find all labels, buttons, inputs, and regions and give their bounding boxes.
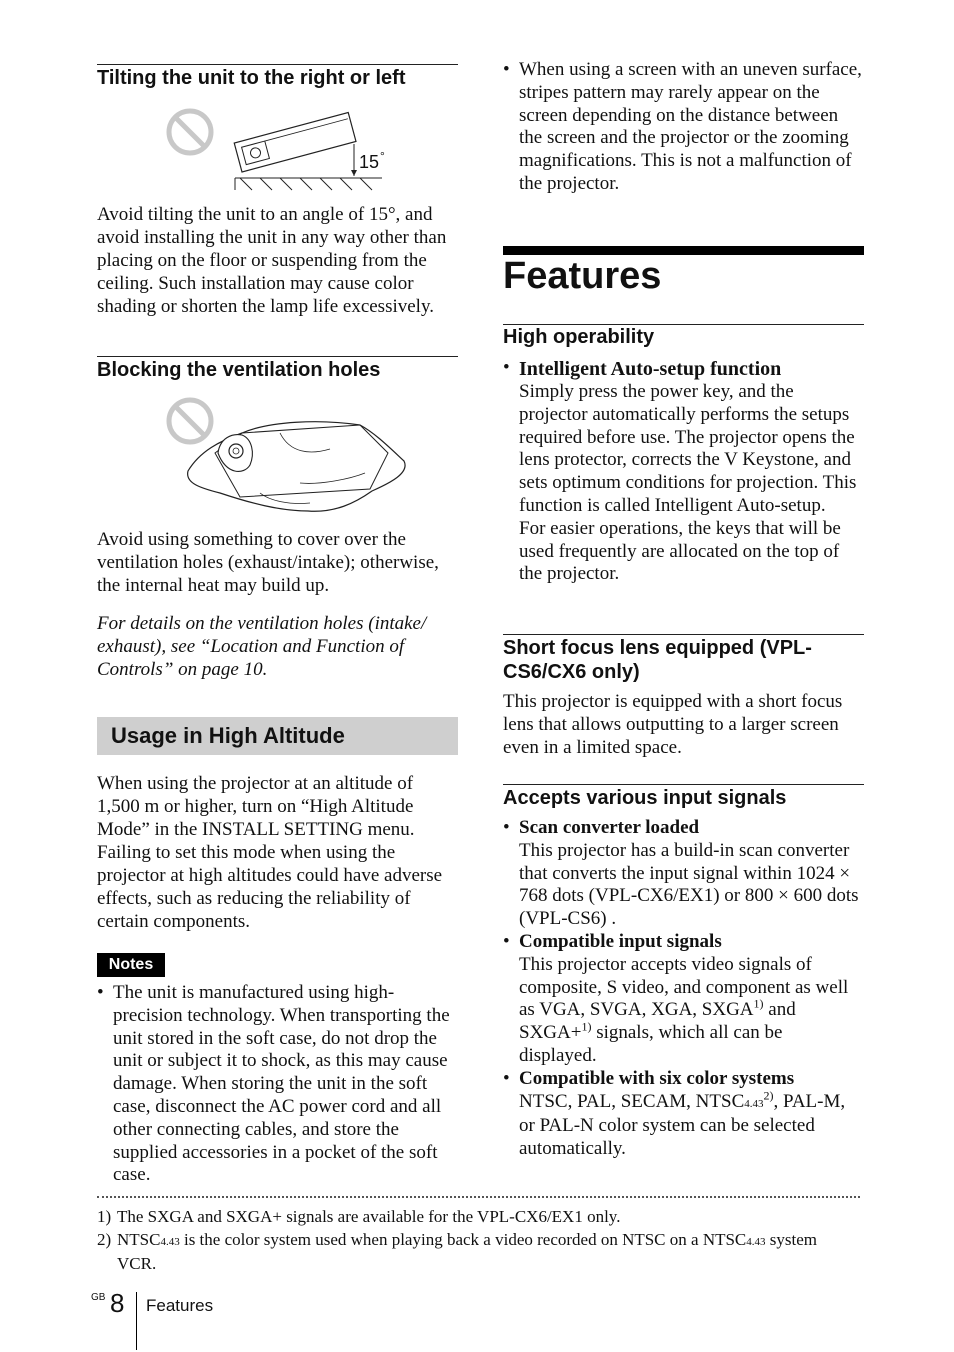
auto-setup-body: Simply press the power key, and the projector automatically performs the setups required before use. The projector opens the lens protector, corrects the V Keystone, and sets optimum conditions for projection. This function is called Intelligent Auto-setup.	[519, 381, 857, 516]
angle-label: 15	[359, 152, 380, 172]
ventilation-reference: For details on the ventilation holes (intake/ exhaust), see “Location and Function of Controls” on page 10.	[97, 613, 427, 680]
blocking-rule	[97, 356, 458, 357]
blocking-body: Avoid using something to cover over the ventilation holes (exhaust/intake); otherwise, the internal heat may build up.	[97, 529, 439, 596]
page-number: 8	[110, 1288, 125, 1318]
footer-section-label: Features	[146, 1296, 214, 1315]
altitude-heading-box	[97, 717, 458, 755]
compatible-signals-item	[503, 931, 864, 1068]
footnote-2: 2) NTSC4.43 is the color system used when playing back a video recorded on NTSC on a NTSC4.43 system VCR.	[97, 1230, 818, 1273]
short-focus-rule	[503, 634, 864, 635]
region-label: GB	[91, 1292, 106, 1303]
notes-list	[97, 982, 458, 1187]
uneven-screen-note	[503, 59, 864, 196]
color-systems-item	[503, 1068, 864, 1161]
input-signals-rule	[503, 784, 864, 785]
short-focus-heading: Short focus lens equipped (VPL-CS6/CX6 only)	[503, 637, 812, 683]
degree-mark: °	[380, 149, 385, 163]
color-systems-body: NTSC, PAL, SECAM, NTSC4.43$^{2)}$, PAL-M, or PAL-N color system can be selected automatically.	[519, 1088, 846, 1160]
auto-setup-body-2: For easier operations, the keys that will be used frequently are allocated on the top of the projector.	[519, 517, 841, 585]
footnote-separator	[97, 1196, 860, 1198]
auto-setup-head: • Intelligent Auto-setup function	[519, 358, 782, 380]
footer-divider	[136, 1292, 137, 1350]
notes-badge: Notes	[97, 953, 165, 977]
blocking-heading: Blocking the ventilation holes	[97, 359, 381, 381]
footnotes	[97, 1206, 860, 1275]
input-signals-list	[503, 817, 864, 1161]
page-title: Features	[503, 255, 662, 297]
tilting-rule	[97, 64, 458, 65]
short-focus-body: This projector is equipped with a short focus lens that allows outputting to a larger screen even in a limited space.	[503, 691, 843, 758]
color-systems-head: • Compatible with six color systems	[519, 1067, 795, 1089]
tilt-illustration	[160, 104, 400, 196]
auto-setup-item	[503, 357, 864, 586]
scan-converter-body: This projector has a build-in scan converter that converts the input signal within 1024 × 768 dots (VPL-CX6/EX1) or 800 × 600 dots (VPL-CS6) .	[519, 839, 859, 930]
tilting-body: Avoid tilting the unit to an angle of 15°, and avoid installing the unit in any way other than placing on the floor or suspending from the ceiling. Such installation may cause color shading or shorten the lamp life excessively.	[97, 204, 447, 317]
operability-heading: High operability	[503, 326, 655, 348]
note-item: • The unit is manufactured using high-precision technology. When transporting the unit stored in the soft case, do not drop the unit or subject it to shock, as this may cause damage. When storing the unit in the soft case, disconnect the AC power cord and all other connecting cables, and store the supplied accessories in a pocket of the soft case.	[97, 982, 458, 1187]
scan-converter-item	[503, 817, 864, 931]
compatible-signals-body: This projector accepts video signals of composite, S video, and component as well as VGA, SVGA, XGA, SXGA$^{1)}$ and SXGA+$^{1)}$ signals, which all can be displayed.	[519, 953, 849, 1066]
compatible-signals-head: • Compatible input signals	[519, 930, 722, 952]
altitude-heading: Usage in High Altitude	[111, 723, 345, 748]
uneven-screen-item: • When using a screen with an uneven surface, stripes pattern may rarely appear on the screen depending on the distance between the screen and the projector or the zooming magnifications. This is not a malfunction of the projector.	[503, 59, 864, 196]
input-signals-heading: Accepts various input signals	[503, 787, 787, 809]
scan-converter-head: • Scan converter loaded	[519, 817, 700, 838]
operability-list	[503, 357, 864, 586]
tilting-heading: Tilting the unit to the right or left	[97, 67, 406, 89]
altitude-body: When using the projector at an altitude of 1,500 m or higher, turn on “High Altitude Mode” in the INSTALL SETTING menu. Failing to set this mode when using the projector at high altitudes could have adverse effects, such as reducing the reliability of certain components.	[97, 773, 443, 932]
covered-projector-illustration	[160, 393, 420, 523]
footnote-1: 1) The SXGA and SXGA+ signals are available for the VPL-CX6/EX1 only.	[97, 1207, 621, 1226]
